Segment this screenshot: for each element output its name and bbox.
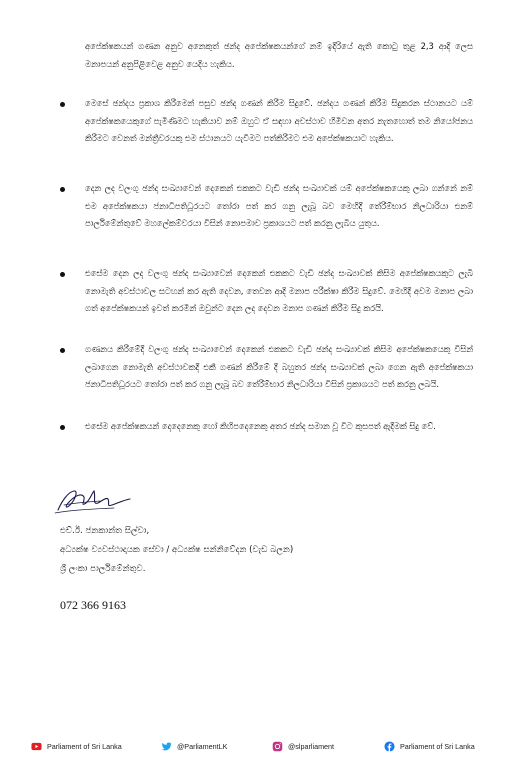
facebook-label: Parliament of Sri Lanka <box>400 741 475 751</box>
paragraph-preference-order: අපේක්ෂකයන් ගණන අනුව අනෙකුත් ඡන්ද අපේක්ෂකයන්ගේ නම් ඉදිරියේ ඇති කොටු තුළ 2,3 ආදි ලෙස මනාපයන් අනුපිළිවෙළ අනුව යෙදිය හැකිය. <box>85 41 473 69</box>
bullet-icon <box>60 425 65 430</box>
paragraph-second-preference: එසේම දෙන ලද වලංගු ඡන්ද සංඛ්‍යාවෙන් දෙකෙන් එකකට වැඩි ඡන්ද සංඛ්‍යාවක් කිසිම අපේක්ෂකයකුට ලැබී නොමැති අවස්ථාවල සටහන් කර ඇති දෙවන, තෙවන ආදි මනාප පරීක්ෂා කිරීම සිදුවේ. මෙහිදී අවම මනාප ලබා ගත් අපේක්ෂකයන් ඉවත් කරමින් ඔවුන්ට දෙන ලද දෙවන මනාප ගණන් කිරීම සිදු කරයි. <box>85 268 473 313</box>
paragraph-vote-counting: මෙසේ ඡන්දය ප්‍රකාශ කිරීමෙන් පසුව ඡන්ද ගණන් කිරීම සිදුවේ. ඡන්දය ගණන් කිරීම සිදුකරන ස්ථානයට යම් අපේක්ෂකයෙකුගේ පැමිණීමට හැකියාව නම් ඔහුට ඒ සඳහා අවස්ථාව හිමිවන අතර නැතහොත් තම නියෝජනය කිරීමට වෙනත් මන්ත්‍රීවරයකු එම ස්ථානයට යැවීමට පත්කිරීමට එම අපේක්ෂකයාට හැකිය. <box>85 98 473 143</box>
instagram-icon <box>272 741 283 752</box>
social-footer <box>0 730 528 762</box>
youtube-icon <box>31 741 42 752</box>
bullet-icon <box>60 272 65 277</box>
bullet-icon <box>60 348 65 353</box>
paragraph-majority-declaration: දෙන ලද වලංගු ඡන්ද සංඛ්‍යාවෙන් දෙකෙන් එකකට වැඩි ඡන්ද සංඛ්‍යාවක් යම් අපේක්ෂකයෙකු ලබා ගන්නේ නම් එම අපේක්ෂකයා ජනාධිපතිධූරයට තෝරා පත් කර ගනු ලැබූ බව මෙහිදී තේරීම්භාර නිලධාරියා එනම් පාර්ලිමේන්තුවේ මහලේකම්වරයා විසින් නොපමාව ප්‍රකාශයට පත් කරනු ලැබිය යුතුය. <box>85 183 473 228</box>
bullet-icon <box>60 187 65 192</box>
footer-twitter-link[interactable] <box>161 737 227 755</box>
paragraph-tie-lots: එසේම අපේක්ෂකයන් දෙදෙනෙකු හෝ කිහිපදෙනෙකු අතර ඡන්ද සමාන වූ විට කුසපත් ඇදීමක් සිදු වේ. <box>85 421 436 431</box>
footer-instagram-link[interactable] <box>272 737 334 755</box>
instagram-label: @slparliament <box>288 741 335 751</box>
signatory-title: අධ්‍යක්ෂ ව්‍යවස්ථාදායක සේවා / අධ්‍යක්ෂ සන්නිවේදන (වැඩ බලන) <box>60 545 294 555</box>
bullet-icon <box>60 102 65 107</box>
youtube-label: Parliament of Sri Lanka <box>47 741 122 751</box>
paragraph-plurality-winner: ගණනය කිරීමේදී වලංගු ඡන්ද සංඛ්‍යාවෙන් දෙකෙන් එකකට වැඩි ඡන්ද සංඛ්‍යාවක් කිසිම අපේක්ෂකයෙකු විසින් ලබාගෙන නොමැති අවස්ථාවකදී එකී ගණන් කිරීමේ දී බහුතර ඡන්ද සංඛ්‍යාවක් ලබා ගෙන ඇති අපේක්ෂකයා ජනාධිපතිධූරයට තෝරා පත් කර ගනු ලැබූ බව තේරීම්භාර නිලධාරියා විසින් ප්‍රකාශයට පත් කරනු ලබයි. <box>85 344 473 389</box>
signatory-organization: ශ්‍රී ලංකා පාර්ලිමේන්තුව. <box>60 564 146 574</box>
handwritten-signature <box>52 483 134 517</box>
contact-phone: 072 366 9163 <box>60 598 126 612</box>
footer-youtube-link[interactable] <box>31 737 122 755</box>
footer-facebook-link[interactable] <box>384 737 475 755</box>
twitter-icon <box>161 741 172 752</box>
twitter-label: @ParliamentLK <box>177 741 228 751</box>
signatory-name: එච්.ඊ. ජනකාන්ත සිල්වා, <box>60 526 150 536</box>
facebook-icon <box>384 741 395 752</box>
